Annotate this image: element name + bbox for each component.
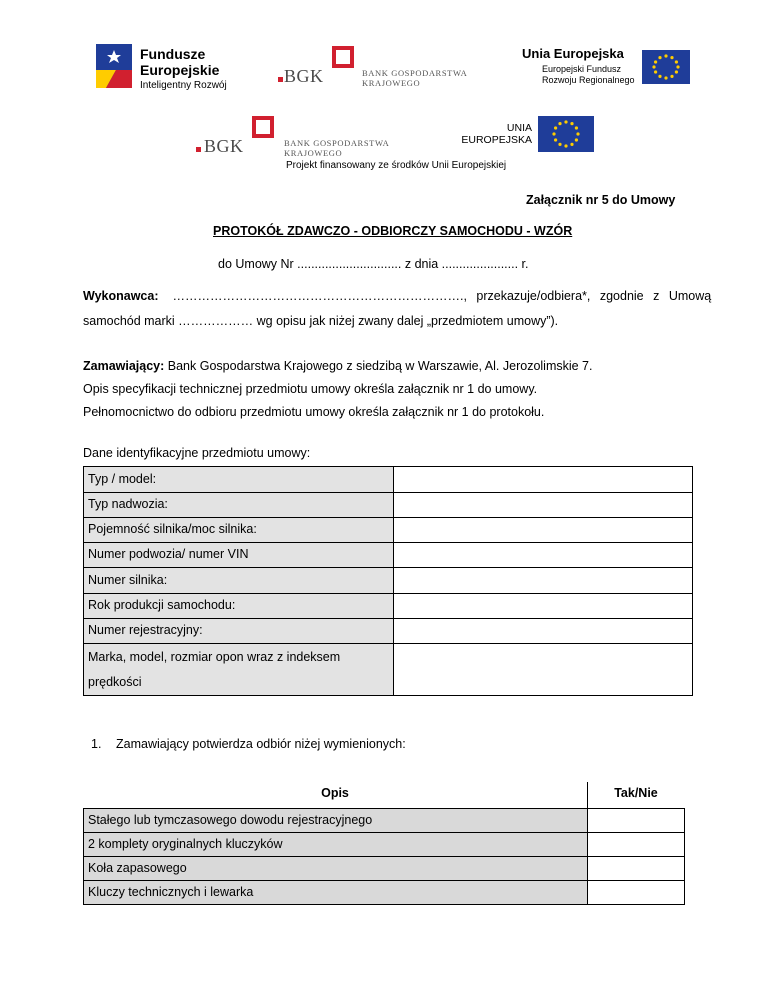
table-row — [84, 543, 693, 568]
ident-label: Numer rejestracyjny: — [84, 619, 394, 644]
ident-label: Numer podwozia/ numer VIN — [84, 543, 394, 568]
receipt-check[interactable] — [587, 880, 685, 904]
client-label: Zamawiający: — [83, 359, 165, 373]
table-row — [84, 493, 693, 518]
table-row — [84, 619, 693, 644]
section1-number: 1. — [91, 737, 102, 751]
receipt-check[interactable] — [587, 856, 685, 880]
bgk-square-icon-2 — [252, 116, 274, 138]
ident-label: Pojemność silnika/moc silnika: — [84, 518, 394, 543]
ue2-line1: UNIA — [506, 122, 532, 134]
tires-line1: Marka, model, rozmiar opon wraz z indeksem — [88, 650, 341, 664]
fundusze-title-2: Europejskie — [140, 62, 220, 78]
ident-value[interactable] — [394, 619, 693, 644]
contract-line: do Umowy Nr .............................. z dnia ...................... r. — [218, 257, 529, 271]
contractor-text-2: samochód marki ……………… wg opisu jak niżej zwany dalej „przedmiotem umowy”). — [83, 314, 559, 328]
receipt-check[interactable] — [587, 808, 685, 832]
table-row — [84, 808, 685, 832]
ue-subtitle-2: Rozwoju Regionalnego — [542, 75, 635, 85]
table-row — [84, 880, 685, 904]
fundusze-flag-icon — [96, 44, 132, 88]
ident-label-tires — [84, 644, 394, 696]
tires-line2: prędkości — [88, 675, 142, 689]
receipt-table — [83, 782, 685, 905]
table-row — [84, 594, 693, 619]
ident-value[interactable] — [394, 644, 693, 696]
document-title: PROTOKÓŁ ZDAWCZO - ODBIORCZY SAMOCHODU - WZÓR — [213, 224, 573, 238]
project-note: Projekt finansowany ze środków Unii Europejskiej — [286, 160, 507, 171]
spec-text: Opis specyfikacji technicznej przedmiotu umowy określa załącznik nr 1 do umowy. — [83, 382, 538, 396]
table-header-row — [84, 782, 685, 808]
ident-label: Typ / model: — [84, 467, 394, 493]
proxy-text: Pełnomocnictwo do odbioru przedmiotu umowy określa załącznik nr 1 do protokołu. — [83, 405, 545, 419]
receipt-item: 2 komplety oryginalnych kluczyków — [84, 832, 588, 856]
section1-text: Zamawiający potwierdza odbiór niżej wymienionych: — [116, 737, 406, 751]
ident-value[interactable] — [394, 493, 693, 518]
contractor-line-1 — [83, 289, 712, 304]
contractor-text-1: ……………………………………………………………., przekazuje/odbiera*, zgodnie z Umową — [172, 289, 712, 303]
ue-title: Unia Europejska — [522, 46, 624, 61]
fundusze-title-1: Fundusze — [140, 46, 206, 62]
header-opis: Opis — [84, 782, 588, 808]
bgk-bank-line2: KRAJOWEGO — [362, 78, 421, 88]
receipt-check[interactable] — [587, 832, 685, 856]
table-row — [84, 832, 685, 856]
table-row — [84, 568, 693, 594]
ue-logo — [522, 46, 692, 88]
bgk-square-icon — [332, 46, 354, 68]
client-line — [83, 359, 592, 374]
ident-table — [83, 466, 693, 696]
ue-subtitle-1: Europejski Fundusz — [542, 64, 622, 74]
annex-label: Załącznik nr 5 do Umowy — [526, 193, 676, 207]
ue2-line2: EUROPEJSKA — [461, 134, 532, 146]
ident-heading: Dane identyfikacyjne przedmiotu umowy: — [83, 446, 311, 460]
fundusze-subtitle: Inteligentny Rozwój — [140, 80, 227, 91]
ident-value[interactable] — [394, 594, 693, 619]
bgk-logo-bottom — [196, 116, 406, 160]
ident-value[interactable] — [394, 568, 693, 594]
table-row — [84, 644, 693, 696]
ident-value[interactable] — [394, 467, 693, 493]
eu-flag-icon-2 — [538, 116, 594, 152]
table-row — [84, 467, 693, 493]
eu-flag-icon — [642, 50, 690, 84]
ident-label: Numer silnika: — [84, 568, 394, 594]
bgk-logo-top — [278, 46, 478, 90]
fundusze-logo — [96, 44, 246, 94]
ident-value[interactable] — [394, 518, 693, 543]
receipt-item: Stałego lub tymczasowego dowodu rejestracyjnego — [84, 808, 588, 832]
receipt-item: Kluczy technicznych i lewarka — [84, 880, 588, 904]
bgk-bank-line1-2: BANK GOSPODARSTWA — [284, 138, 390, 148]
receipt-item: Koła zapasowego — [84, 856, 588, 880]
bgk-bank-line1: BANK GOSPODARSTWA — [362, 68, 468, 78]
bgk-short: BGK — [284, 66, 324, 86]
table-row — [84, 856, 685, 880]
client-text: Bank Gospodarstwa Krajowego z siedzibą w Warszawie, Al. Jerozolimskie 7. — [164, 359, 593, 373]
bgk-short-2: BGK — [204, 136, 244, 156]
ident-label: Rok produkcji samochodu: — [84, 594, 394, 619]
ident-value[interactable] — [394, 543, 693, 568]
contractor-label: Wykonawca: — [83, 289, 159, 303]
bgk-bank-line2-2: KRAJOWEGO — [284, 148, 343, 158]
table-row — [84, 518, 693, 543]
ue-logo-2 — [450, 116, 600, 154]
header-tak-nie: Tak/Nie — [587, 782, 685, 808]
ident-label: Typ nadwozia: — [84, 493, 394, 518]
